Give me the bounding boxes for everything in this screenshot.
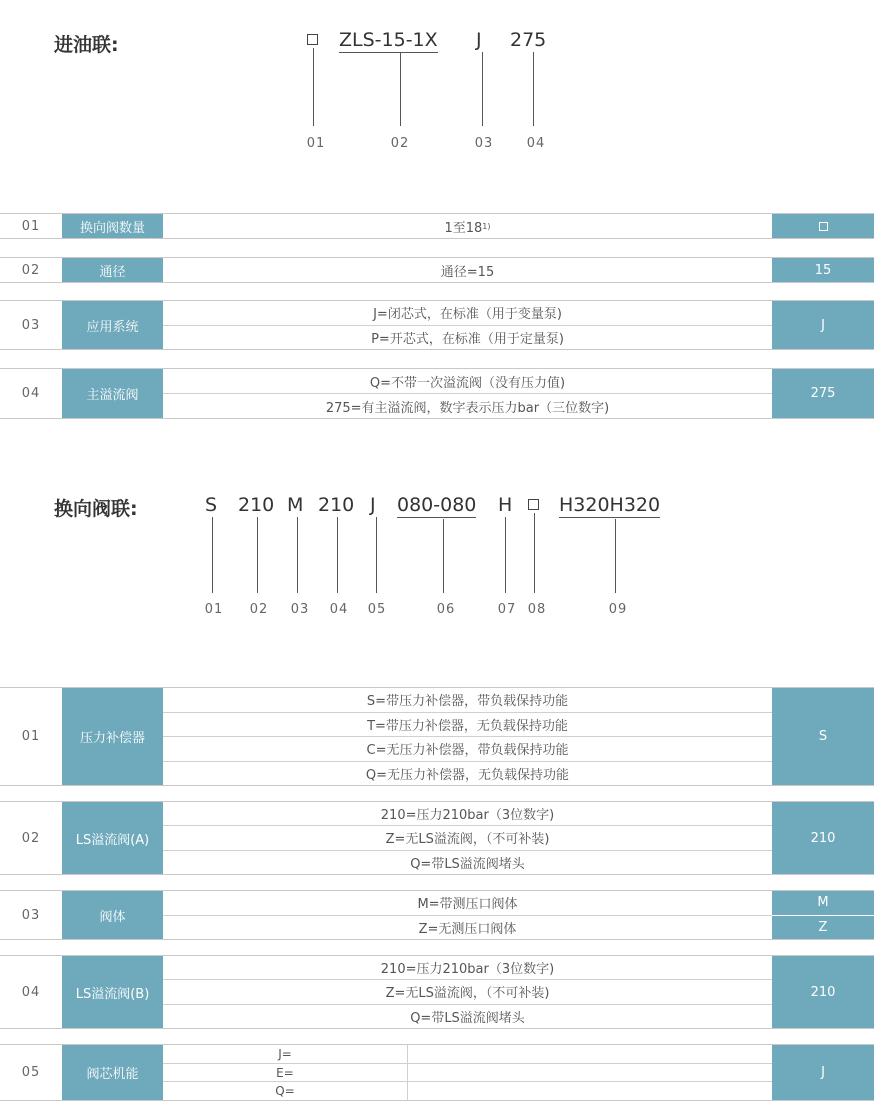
description-line: J=闭芯式，在标准（用于变量泵) xyxy=(163,301,772,326)
description-line: S=带压力补偿器，带负载保持功能 xyxy=(163,688,772,713)
row-value: S xyxy=(772,688,874,785)
dir-connector-01 xyxy=(212,517,213,593)
row-value: J xyxy=(772,301,874,349)
inlet-code-box-icon xyxy=(307,34,318,45)
row-description xyxy=(163,802,772,874)
dir-code-07: H xyxy=(498,494,513,516)
inlet-num-04: 04 xyxy=(526,136,546,151)
row-description xyxy=(163,1045,772,1100)
inlet-connector-03 xyxy=(482,52,483,126)
description-line: Z=无LS溢流阀，（不可补装) xyxy=(163,980,772,1004)
description-line: Q=不带一次溢流阀（没有压力值) xyxy=(163,369,772,394)
description-line: Q=无压力补偿器，无负载保持功能 xyxy=(365,767,570,783)
dir-row-01 xyxy=(0,687,874,786)
row-label: 阀体 xyxy=(62,891,163,939)
inlet-num-03: 03 xyxy=(474,136,494,151)
dir-row-03 xyxy=(0,890,874,940)
dir-num-01: 01 xyxy=(204,602,224,617)
row-description xyxy=(163,369,772,418)
row-label: LS溢流阀(A) xyxy=(62,802,163,874)
dir-connector-04 xyxy=(337,517,338,593)
dir-num-09: 09 xyxy=(608,602,628,617)
description-line: M=带测压口阀体 xyxy=(163,891,772,916)
row-label: 换向阀数量 xyxy=(62,214,163,238)
dir-code-02: 210 xyxy=(238,494,275,516)
inlet-row-03 xyxy=(0,300,874,350)
inlet-code-j: J xyxy=(476,29,482,51)
row-label: LS溢流阀(B) xyxy=(62,956,163,1028)
dir-section-title: 换向阀联: xyxy=(54,498,138,520)
description-line: 1至18 1) xyxy=(444,220,491,236)
dir-code-05: J xyxy=(370,494,376,516)
inlet-section-title: 进油联: xyxy=(54,34,119,56)
dir-row-05 xyxy=(0,1044,874,1101)
row-value: Z xyxy=(772,916,874,940)
dir-num-05: 05 xyxy=(367,602,387,617)
row-description xyxy=(163,891,772,939)
dir-connector-02 xyxy=(257,517,258,593)
description-line: P=开芯式，在标准（用于定量泵) xyxy=(371,331,564,347)
row-index: 04 xyxy=(21,386,41,401)
description-line: Z=无LS溢流阀，（不可补装) xyxy=(163,826,772,850)
inlet-code-val: 275 xyxy=(510,29,547,51)
row-value: J xyxy=(772,1045,874,1100)
row-index: 01 xyxy=(21,218,41,234)
row-label: 主溢流阀 xyxy=(62,369,163,418)
row-label: 阀芯机能 xyxy=(62,1045,163,1100)
dir-num-07: 07 xyxy=(497,602,517,617)
dir-connector-05 xyxy=(376,517,377,593)
dir-num-08: 08 xyxy=(527,602,547,617)
row-value-split xyxy=(772,891,874,939)
dir-code-06: 080-080 xyxy=(397,494,477,516)
row-description xyxy=(163,258,772,282)
description-line: E= xyxy=(163,1064,772,1083)
row-description xyxy=(163,688,772,785)
row-index: 04 xyxy=(21,984,41,1000)
inlet-connector-04 xyxy=(533,52,534,126)
dir-row-04 xyxy=(0,955,874,1029)
row-label: 压力补偿器 xyxy=(62,688,163,785)
inlet-code-model: ZLS-15-1X xyxy=(339,29,438,51)
dir-code-01: S xyxy=(205,494,218,516)
row-value: 15 xyxy=(772,258,874,282)
description-line: C=无压力补偿器，带负载保持功能 xyxy=(163,737,772,762)
description-line: T=带压力补偿器，无负载保持功能 xyxy=(163,713,772,738)
row-index: 02 xyxy=(21,262,41,278)
row-index: 01 xyxy=(21,729,41,744)
dir-num-03: 03 xyxy=(290,602,310,617)
dir-connector-03 xyxy=(297,517,298,593)
inlet-num-01: 01 xyxy=(306,136,326,151)
row-label: 通径 xyxy=(62,258,163,282)
inlet-connector-02 xyxy=(400,52,401,126)
row-description xyxy=(163,214,772,238)
dir-connector-07 xyxy=(505,517,506,593)
row-value: 210 xyxy=(772,956,874,1028)
row-index: 03 xyxy=(21,907,41,923)
description-line: 210=压力210bar（3位数字) xyxy=(163,802,772,826)
inlet-connector-01 xyxy=(313,48,314,126)
description-line: J= xyxy=(163,1045,772,1064)
dir-num-06: 06 xyxy=(436,602,456,617)
dir-connector-08 xyxy=(534,513,535,593)
dir-code-09: H320H320 xyxy=(559,494,661,516)
description-line: 210=压力210bar（3位数字) xyxy=(163,956,772,980)
dir-num-04: 04 xyxy=(329,602,349,617)
description-line: Q=带LS溢流阀堵头 xyxy=(410,856,525,872)
inlet-num-02: 02 xyxy=(390,136,410,151)
inlet-row-02 xyxy=(0,257,874,283)
dir-code-08-box-icon xyxy=(528,499,539,510)
dir-connector-06 xyxy=(443,519,444,593)
row-value: 210 xyxy=(772,802,874,874)
row-description xyxy=(163,956,772,1028)
row-value xyxy=(772,214,874,238)
row-index: 03 xyxy=(21,317,41,333)
square-box-icon xyxy=(819,222,828,231)
row-index: 05 xyxy=(21,1065,41,1080)
row-description xyxy=(163,301,772,349)
row-value: M xyxy=(772,891,874,916)
footnote-marker: 1) xyxy=(482,221,491,231)
description-line: 通径=15 xyxy=(440,264,495,280)
row-label: 应用系统 xyxy=(62,301,163,349)
inlet-row-04 xyxy=(0,368,874,419)
dir-code-04: 210 xyxy=(318,494,355,516)
row-index: 02 xyxy=(21,830,41,846)
description-line: Q= xyxy=(163,1082,772,1100)
description-line: 275=有主溢流阀，数字表示压力bar（三位数字) xyxy=(325,400,610,416)
description-line: Z=无测压口阀体 xyxy=(418,921,517,937)
inlet-row-01 xyxy=(0,213,874,239)
description-line: Q=带LS溢流阀堵头 xyxy=(410,1010,525,1026)
dir-num-02: 02 xyxy=(249,602,269,617)
dir-row-02 xyxy=(0,801,874,875)
dir-connector-09 xyxy=(615,519,616,593)
row-value: 275 xyxy=(772,369,874,418)
dir-code-03: M xyxy=(287,494,304,516)
